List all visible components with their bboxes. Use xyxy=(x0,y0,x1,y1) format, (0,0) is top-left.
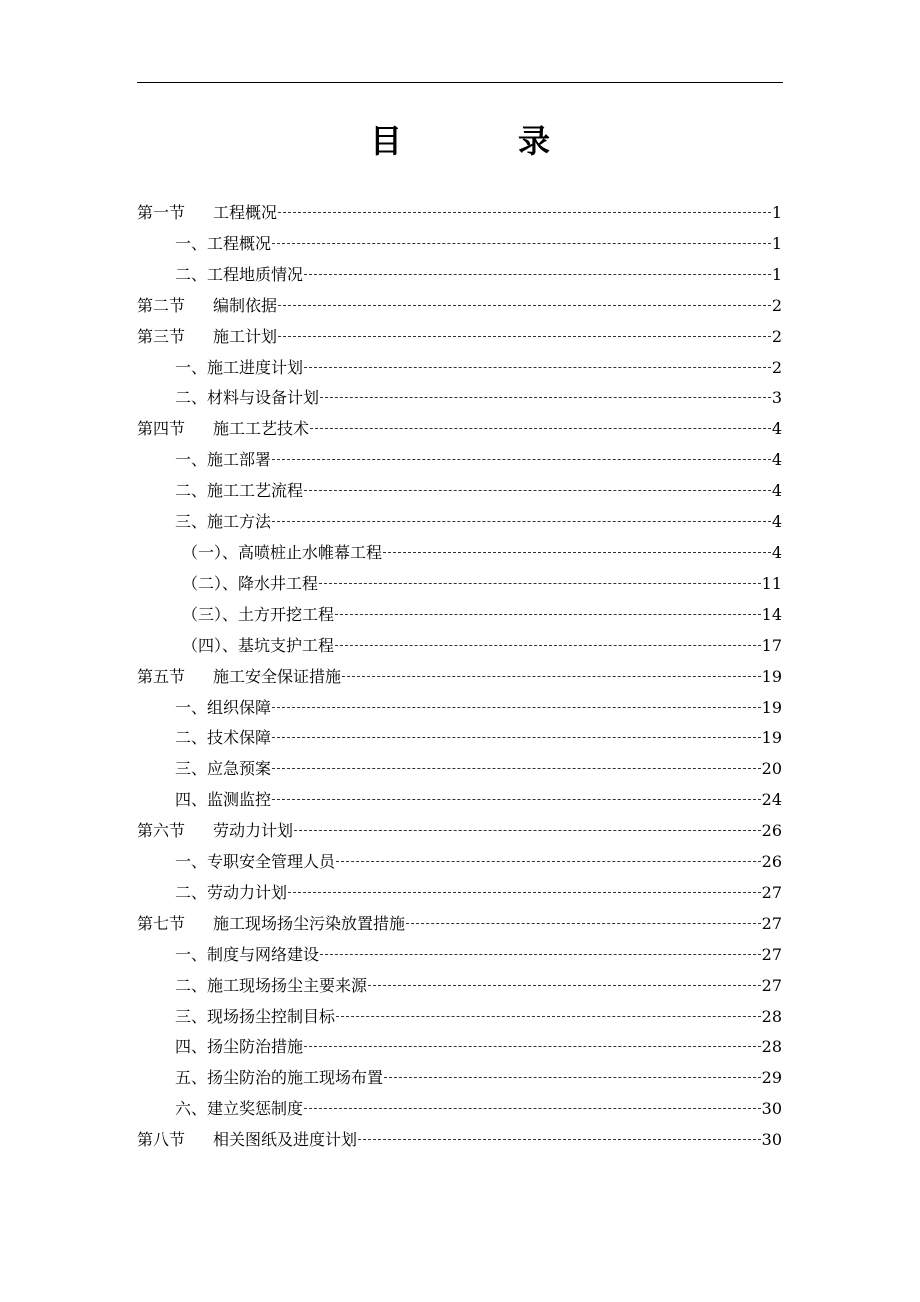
toc-leader-dashes xyxy=(294,829,761,831)
toc-entry-number: 三、 xyxy=(175,759,208,779)
toc-entry[interactable] xyxy=(137,847,782,878)
toc-entry-page-number: 26 xyxy=(761,852,782,872)
toc-entry[interactable] xyxy=(137,631,782,662)
toc-entry-page-number: 3 xyxy=(771,388,782,408)
toc-entry[interactable] xyxy=(137,754,782,785)
toc-entry-number: 一、 xyxy=(175,697,208,717)
toc-entry-page-number: 4 xyxy=(771,542,782,562)
toc-entry-label: 劳动力计划 xyxy=(207,882,288,902)
toc-entry[interactable] xyxy=(137,878,782,909)
toc-entry-page-number: 19 xyxy=(761,666,782,686)
toc-entry-label: 相关图纸及进度计划 xyxy=(213,1130,358,1150)
toc-entry[interactable] xyxy=(137,1063,782,1094)
toc-entry[interactable] xyxy=(137,1094,782,1125)
toc-entry-page-number: 27 xyxy=(761,975,782,995)
toc-entry-label: 高喷桩止水帷幕工程 xyxy=(238,542,383,562)
toc-entry-number: （四）、 xyxy=(182,635,239,655)
toc-entry-page-number: 11 xyxy=(761,573,782,593)
toc-entry-number: 第七节 xyxy=(137,913,186,933)
toc-leader-dashes xyxy=(272,767,761,769)
toc-entry-page-number: 4 xyxy=(771,419,782,439)
toc-entry[interactable] xyxy=(137,538,782,569)
toc-title-first-char: 目 xyxy=(369,122,402,160)
toc-entry-number: （一）、 xyxy=(182,542,239,562)
toc-entry-number: 第八节 xyxy=(137,1130,186,1150)
toc-entry[interactable] xyxy=(137,507,782,538)
toc-leader-dashes xyxy=(272,736,761,738)
toc-entry-label: 制度与网络建设 xyxy=(207,944,320,964)
toc-entry-page-number: 24 xyxy=(761,790,782,810)
toc-entry[interactable] xyxy=(137,600,782,631)
toc-entry-label: 扬尘防治措施 xyxy=(207,1037,304,1057)
toc-entry-number: 一、 xyxy=(175,944,208,964)
toc-entry-label: 建立奖惩制度 xyxy=(207,1099,304,1119)
toc-entry-number: 第四节 xyxy=(137,419,186,439)
toc-entry[interactable] xyxy=(137,909,782,940)
toc-entry-label: 施工方法 xyxy=(207,512,272,532)
toc-entry-number: 二、 xyxy=(175,975,208,995)
toc-leader-dashes xyxy=(272,458,771,460)
toc-entry-label: 组织保障 xyxy=(207,697,272,717)
toc-entry-page-number: 29 xyxy=(761,1068,782,1088)
toc-leader-dashes xyxy=(304,1107,761,1109)
toc-entry[interactable] xyxy=(137,476,782,507)
toc-entry-number: 三、 xyxy=(175,512,208,532)
toc-entry-page-number: 27 xyxy=(761,944,782,964)
toc-entry-page-number: 17 xyxy=(761,635,782,655)
toc-entry-page-number: 4 xyxy=(771,450,782,470)
toc-entry-label: 扬尘防治的施工现场布置 xyxy=(207,1068,384,1088)
toc-entry-number: 二、 xyxy=(175,388,208,408)
toc-entry-number: 二、 xyxy=(175,264,208,284)
toc-entry[interactable] xyxy=(137,1125,782,1156)
toc-entry[interactable] xyxy=(137,445,782,476)
toc-leader-dashes xyxy=(272,242,771,244)
toc-entry-label: 施工计划 xyxy=(213,326,278,346)
toc-leader-dashes xyxy=(336,1015,761,1017)
toc-entry-label: 施工安全保证措施 xyxy=(213,666,342,686)
toc-entry[interactable] xyxy=(137,353,782,384)
toc-entry-number: 一、 xyxy=(175,357,208,377)
toc-entry[interactable] xyxy=(137,693,782,724)
toc-leader-dashes xyxy=(383,551,771,553)
toc-entry-page-number: 4 xyxy=(771,512,782,532)
toc-entry-label: 工程地质情况 xyxy=(207,264,304,284)
toc-entry-number: 第一节 xyxy=(137,203,186,222)
toc-entry-label: 工程概况 xyxy=(213,203,278,222)
toc-entry-label: 监测监控 xyxy=(207,790,272,810)
toc-entry[interactable] xyxy=(137,940,782,971)
toc-entry-page-number: 1 xyxy=(771,233,782,253)
toc-entry[interactable] xyxy=(137,414,782,445)
toc-title-second-char: 录 xyxy=(518,122,551,160)
toc-leader-dashes xyxy=(406,922,761,924)
toc-entry-page-number: 27 xyxy=(761,913,782,933)
toc-entry-number: 第五节 xyxy=(137,666,186,686)
toc-leader-dashes xyxy=(304,366,771,368)
toc-leader-dashes xyxy=(342,675,761,677)
header-rule xyxy=(137,82,783,83)
toc-leader-dashes xyxy=(368,984,761,986)
toc-entry-number: 一、 xyxy=(175,233,208,253)
toc-leader-dashes xyxy=(335,613,761,615)
toc-entry[interactable] xyxy=(137,383,782,414)
toc-entry-page-number: 30 xyxy=(761,1130,782,1150)
toc-leader-dashes xyxy=(304,1045,761,1047)
toc-entry-number: 四、 xyxy=(175,1037,208,1057)
toc-entry-page-number: 30 xyxy=(761,1099,782,1119)
toc-entry-label: 施工进度计划 xyxy=(207,357,304,377)
toc-entry-number: 六、 xyxy=(175,1099,208,1119)
toc-entry-number: 二、 xyxy=(175,728,208,748)
toc-entry[interactable] xyxy=(137,662,782,693)
toc-entry-page-number: 19 xyxy=(761,697,782,717)
toc-entry-label: 基坑支护工程 xyxy=(238,635,335,655)
toc-entry-label: 专职安全管理人员 xyxy=(207,852,336,872)
toc-leader-dashes xyxy=(384,1076,761,1078)
toc-entry-page-number: 20 xyxy=(761,759,782,779)
toc-leader-dashes xyxy=(336,860,761,862)
toc-entry-number: 第三节 xyxy=(137,326,186,346)
toc-entry-label: 施工现场扬尘污染放置措施 xyxy=(213,913,406,933)
toc-leader-dashes xyxy=(304,489,771,491)
toc-entry-number: 第六节 xyxy=(137,821,186,841)
toc-leader-dashes xyxy=(278,335,771,337)
toc-entry-label: 编制依据 xyxy=(213,295,278,315)
toc-leader-dashes xyxy=(272,798,761,800)
toc-leader-dashes xyxy=(310,427,771,429)
toc-title xyxy=(0,116,920,162)
table-of-contents xyxy=(137,198,782,1156)
toc-entry-number: 二、 xyxy=(175,882,208,902)
toc-entry-number: （三）、 xyxy=(182,604,239,624)
toc-entry-number: （二）、 xyxy=(182,573,239,593)
toc-entry-page-number: 1 xyxy=(771,264,782,284)
toc-entry[interactable] xyxy=(137,322,782,353)
toc-entry[interactable] xyxy=(137,198,782,229)
toc-entry[interactable] xyxy=(137,971,782,1002)
toc-leader-dashes xyxy=(335,644,761,646)
toc-entry[interactable] xyxy=(137,785,782,816)
toc-entry[interactable] xyxy=(137,816,782,847)
toc-entry-number: 四、 xyxy=(175,790,208,810)
toc-entry-page-number: 1 xyxy=(771,203,782,222)
toc-leader-dashes xyxy=(320,953,761,955)
toc-entry-page-number: 2 xyxy=(771,357,782,377)
toc-leader-dashes xyxy=(272,520,771,522)
toc-entry-label: 土方开挖工程 xyxy=(238,604,335,624)
toc-entry-label: 施工现场扬尘主要来源 xyxy=(207,975,368,995)
toc-entry-label: 现场扬尘控制目标 xyxy=(207,1006,336,1026)
toc-entry-label: 劳动力计划 xyxy=(213,821,294,841)
toc-entry-page-number: 4 xyxy=(771,481,782,501)
toc-entry[interactable] xyxy=(137,723,782,754)
toc-entry-label: 应急预案 xyxy=(207,759,272,779)
toc-leader-dashes xyxy=(278,211,771,213)
toc-entry-label: 施工部署 xyxy=(207,450,272,470)
toc-entry[interactable] xyxy=(137,569,782,600)
toc-entry-page-number: 27 xyxy=(761,882,782,902)
toc-entry-label: 技术保障 xyxy=(207,728,272,748)
toc-entry-page-number: 28 xyxy=(761,1006,782,1026)
toc-entry-label: 降水井工程 xyxy=(238,573,319,593)
toc-entry-number: 一、 xyxy=(175,450,208,470)
toc-leader-dashes xyxy=(358,1138,761,1140)
toc-entry-number: 二、 xyxy=(175,481,208,501)
toc-entry[interactable] xyxy=(137,291,782,322)
toc-leader-dashes xyxy=(319,582,761,584)
toc-leader-dashes xyxy=(272,706,761,708)
toc-entry-label: 工程概况 xyxy=(207,233,272,253)
toc-entry-number: 五、 xyxy=(175,1068,208,1088)
toc-entry-page-number: 19 xyxy=(761,728,782,748)
toc-entry-page-number: 2 xyxy=(771,295,782,315)
toc-entry-page-number: 26 xyxy=(761,821,782,841)
toc-entry-label: 材料与设备计划 xyxy=(207,388,320,408)
toc-entry-page-number: 14 xyxy=(761,604,782,624)
toc-entry-number: 三、 xyxy=(175,1006,208,1026)
toc-entry-label: 施工工艺流程 xyxy=(207,481,304,501)
toc-leader-dashes xyxy=(278,304,771,306)
toc-entry-page-number: 2 xyxy=(771,326,782,346)
toc-leader-dashes xyxy=(320,396,771,398)
toc-entry-label: 施工工艺技术 xyxy=(213,419,310,439)
toc-entry-number: 第二节 xyxy=(137,295,186,315)
toc-entry[interactable] xyxy=(137,260,782,291)
toc-entry[interactable] xyxy=(137,1002,782,1033)
toc-entry-number: 一、 xyxy=(175,852,208,872)
toc-entry[interactable] xyxy=(137,229,782,260)
toc-leader-dashes xyxy=(288,891,761,893)
toc-entry[interactable] xyxy=(137,1032,782,1063)
toc-leader-dashes xyxy=(304,273,771,275)
toc-entry-page-number: 28 xyxy=(761,1037,782,1057)
